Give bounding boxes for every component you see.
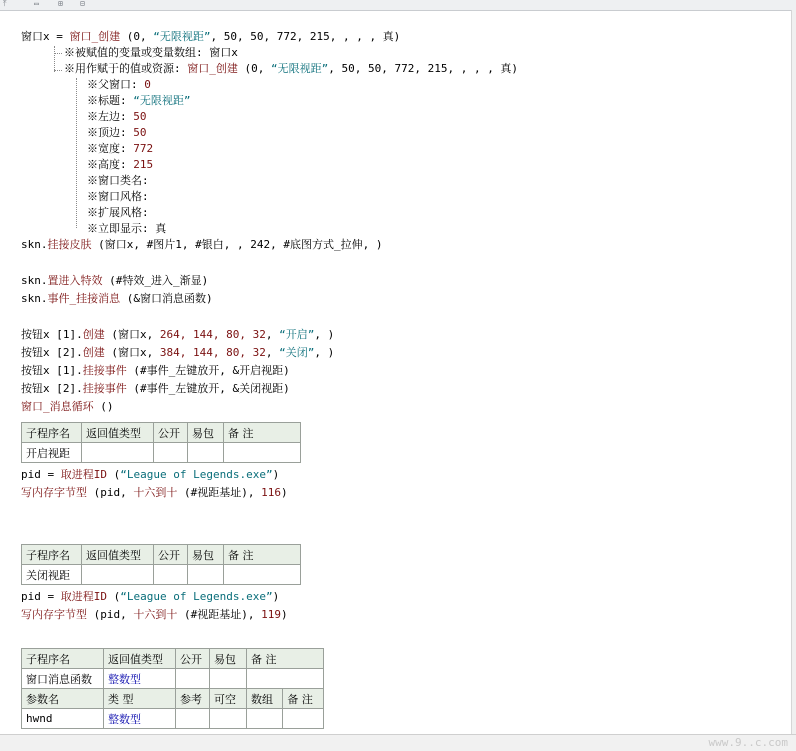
code-text: ) [280, 486, 288, 499]
table-cell[interactable] [176, 669, 210, 689]
table-header-row [22, 545, 301, 565]
code-line-assigned-var: ※被赋值的变量或变量数组: 窗口x [64, 46, 238, 59]
code-text: , 50, 50, 772, 215, , , , 真) [210, 30, 401, 43]
code-number: 264, 144, 80, 32 [159, 328, 266, 341]
code-line-button1-event[interactable] [21, 363, 290, 379]
code-text: (pid, [87, 608, 134, 621]
param-value: 50 [133, 126, 147, 139]
code-text: (0, [237, 62, 271, 75]
param-value: 215 [133, 158, 154, 171]
code-line-skin[interactable] [21, 237, 382, 253]
tree-connector [54, 70, 62, 71]
code-line-assigned-value [64, 61, 518, 77]
subroutine-table-open [21, 422, 301, 463]
vertical-scrollbar[interactable] [791, 10, 796, 734]
add-icon[interactable]: ⊞ [58, 0, 63, 8]
table-header-cell: 易包 [188, 545, 224, 565]
code-text: ) [280, 608, 288, 621]
table-header-cell: 子程序名 [22, 423, 82, 443]
table-header-cell: 易包 [188, 423, 224, 443]
code-function: 取进程ID [60, 468, 107, 481]
code-function: 十六到十 [133, 486, 178, 499]
code-line-window-create[interactable] [21, 29, 400, 45]
param-top [87, 125, 147, 141]
code-string: “开启” [279, 328, 315, 341]
table-row[interactable] [22, 669, 324, 689]
code-text: (窗口x, #图片1, #银白, , 242, #底图方式_拉伸, ) [91, 238, 383, 251]
code-number: 119 [261, 608, 281, 621]
param-value: 50 [133, 110, 147, 123]
code-number: 116 [261, 486, 281, 499]
param-key: ※高度: [87, 158, 134, 171]
param-width [87, 141, 153, 157]
param-header-row [22, 689, 324, 709]
code-function: 创建 [82, 346, 105, 359]
param-parent [87, 77, 151, 93]
code-string: “League of Legends.exe” [120, 590, 273, 603]
param-key: ※左边: [87, 110, 134, 123]
param-left [87, 109, 147, 125]
table-header-cell: 可空 [210, 689, 247, 709]
code-text: 按钮x [2]. [21, 382, 83, 395]
undo-icon[interactable]: ⤒ [3, 0, 7, 8]
table-cell[interactable] [82, 565, 154, 585]
param-value: 0 [144, 78, 151, 91]
code-line-button2-event[interactable] [21, 381, 290, 397]
table-header-cell: 子程序名 [22, 649, 104, 669]
code-function: 置进入特效 [47, 274, 103, 287]
table-cell[interactable] [188, 443, 224, 463]
table-cell[interactable] [224, 443, 301, 463]
code-text: , [265, 346, 280, 359]
table-header-cell: 参考 [176, 689, 210, 709]
code-string: “无限视距” [153, 30, 211, 43]
param-height [87, 157, 153, 173]
code-text: , ) [314, 346, 335, 359]
code-text: , ) [314, 328, 335, 341]
table-cell[interactable]: hwnd [22, 709, 104, 729]
code-function: 十六到十 [133, 608, 178, 621]
param-value: “无限视距” [133, 94, 191, 107]
code-text: ※用作赋于的值或资源: [64, 62, 188, 75]
code-text: 窗口x = [21, 30, 70, 43]
table-header-cell: 返回值类型 [104, 649, 176, 669]
table-cell[interactable]: 开启视距 [22, 443, 82, 463]
param-value: 真 [155, 222, 167, 235]
table-cell[interactable] [283, 709, 324, 729]
watermark: www.9..c.com [708, 736, 788, 749]
code-text: (#视距基址), [177, 486, 262, 499]
code-line-get-pid[interactable] [21, 467, 279, 483]
code-function: 窗口_消息循环 [21, 400, 94, 413]
code-text: (窗口x, [104, 328, 160, 341]
code-text: (&窗口消息函数) [120, 292, 213, 305]
param-key: ※立即显示: [87, 222, 156, 235]
table-header-cell: 返回值类型 [82, 545, 154, 565]
table-cell[interactable]: 窗口消息函数 [22, 669, 104, 689]
code-text: 按钮x [2]. [21, 346, 83, 359]
code-text: , 50, 50, 772, 215, , , , 真) [328, 62, 519, 75]
table-header-row [22, 649, 324, 669]
code-line-write-memory[interactable] [21, 485, 288, 501]
table-cell[interactable] [247, 709, 283, 729]
param-title [87, 93, 191, 109]
table-header-cell: 备 注 [224, 423, 301, 443]
type-link[interactable]: 整数型 [104, 669, 176, 689]
code-text: (#事件_左键放开, &关闭视距) [126, 382, 290, 395]
code-text: pid = [21, 468, 61, 481]
code-function: 挂接事件 [82, 364, 127, 377]
code-function: 窗口_创建 [69, 30, 121, 43]
param-key: ※扩展风格: [87, 206, 149, 219]
param-key: ※父窗口: [87, 78, 145, 91]
table-cell[interactable] [154, 565, 188, 585]
code-text: skn. [21, 292, 48, 305]
param-key: ※宽度: [87, 142, 134, 155]
code-line-button2-create[interactable] [21, 345, 334, 361]
code-function: 挂接皮肤 [47, 238, 92, 251]
code-function: 写内存字节型 [21, 608, 87, 621]
code-line-write-memory[interactable] [21, 607, 288, 623]
param-value: 772 [133, 142, 154, 155]
code-number: 384, 144, 80, 32 [159, 346, 266, 359]
table-header-cell: 公开 [154, 545, 188, 565]
subroutine-table-close [21, 544, 301, 585]
tree-connector [54, 46, 55, 72]
param-class [87, 173, 149, 189]
param-key: ※顶边: [87, 126, 134, 139]
table-cell[interactable] [188, 565, 224, 585]
table-header-cell: 公开 [154, 423, 188, 443]
toolbar [0, 0, 796, 11]
tree-connector [54, 53, 62, 54]
code-function: 窗口_创建 [187, 62, 238, 75]
table-cell[interactable] [224, 565, 301, 585]
table-header-cell: 公开 [176, 649, 210, 669]
code-function: 事件_挂接消息 [47, 292, 121, 305]
table-cell[interactable] [82, 443, 154, 463]
code-text: ) [272, 468, 280, 481]
code-line-message-loop[interactable] [21, 399, 114, 415]
tree-connector [76, 78, 77, 228]
table-cell[interactable] [210, 709, 247, 729]
code-string: “无限视距” [271, 62, 329, 75]
param-show [87, 221, 166, 237]
table-cell[interactable] [210, 669, 247, 689]
table-cell[interactable]: 关闭视距 [22, 565, 82, 585]
code-text: (窗口x, [104, 346, 160, 359]
code-text: (0, [120, 30, 154, 43]
param-key: ※窗口风格: [87, 190, 149, 203]
code-text: (#视距基址), [177, 608, 262, 621]
code-text: 按钮x [1]. [21, 364, 83, 377]
param-key: ※标题: [87, 94, 134, 107]
table-header-cell: 返回值类型 [82, 423, 154, 443]
code-text: ) [272, 590, 280, 603]
save-icon[interactable]: ⊟ [80, 0, 85, 8]
code-text: , [265, 328, 280, 341]
code-string: “League of Legends.exe” [120, 468, 273, 481]
code-text: 按钮x [1]. [21, 328, 83, 341]
code-text: (#事件_左键放开, &开启视距) [126, 364, 290, 377]
table-header-cell: 易包 [210, 649, 247, 669]
table-header-cell: 数组 [247, 689, 283, 709]
code-function: 挂接事件 [82, 382, 127, 395]
window-icon[interactable]: ▭ [34, 0, 39, 8]
param-key: ※窗口类名: [87, 174, 149, 187]
code-line-button1-create[interactable] [21, 327, 334, 343]
code-text: pid = [21, 590, 61, 603]
code-function: 写内存字节型 [21, 486, 87, 499]
type-link[interactable]: 整数型 [104, 709, 176, 729]
param-row[interactable] [22, 709, 324, 729]
code-function: 取进程ID [60, 590, 107, 603]
code-text: () [93, 400, 114, 413]
table-row[interactable] [22, 565, 301, 585]
horizontal-scrollbar[interactable] [0, 734, 796, 751]
table-cell[interactable] [176, 709, 210, 729]
code-line-get-pid[interactable] [21, 589, 279, 605]
param-style [87, 189, 149, 205]
table-header-cell: 子程序名 [22, 545, 82, 565]
table-header-cell: 备 注 [247, 649, 324, 669]
table-header-cell: 参数名 [22, 689, 104, 709]
code-text: ( [107, 468, 121, 481]
subroutine-table-msgproc [21, 648, 324, 729]
table-header-cell: 备 注 [224, 545, 301, 565]
table-header-cell: 类 型 [104, 689, 176, 709]
table-header-row [22, 423, 301, 443]
table-cell[interactable] [247, 669, 324, 689]
code-line-effect[interactable] [21, 273, 208, 289]
code-text: (pid, [87, 486, 134, 499]
code-text: ( [107, 590, 121, 603]
table-cell[interactable] [154, 443, 188, 463]
code-string: “关闭” [279, 346, 315, 359]
code-line-event[interactable] [21, 291, 213, 307]
table-row[interactable] [22, 443, 301, 463]
code-function: 创建 [82, 328, 105, 341]
code-text: (#特效_进入_渐显) [102, 274, 209, 287]
code-text: skn. [21, 238, 48, 251]
code-text: skn. [21, 274, 48, 287]
table-header-cell: 备 注 [283, 689, 324, 709]
param-exstyle [87, 205, 149, 221]
